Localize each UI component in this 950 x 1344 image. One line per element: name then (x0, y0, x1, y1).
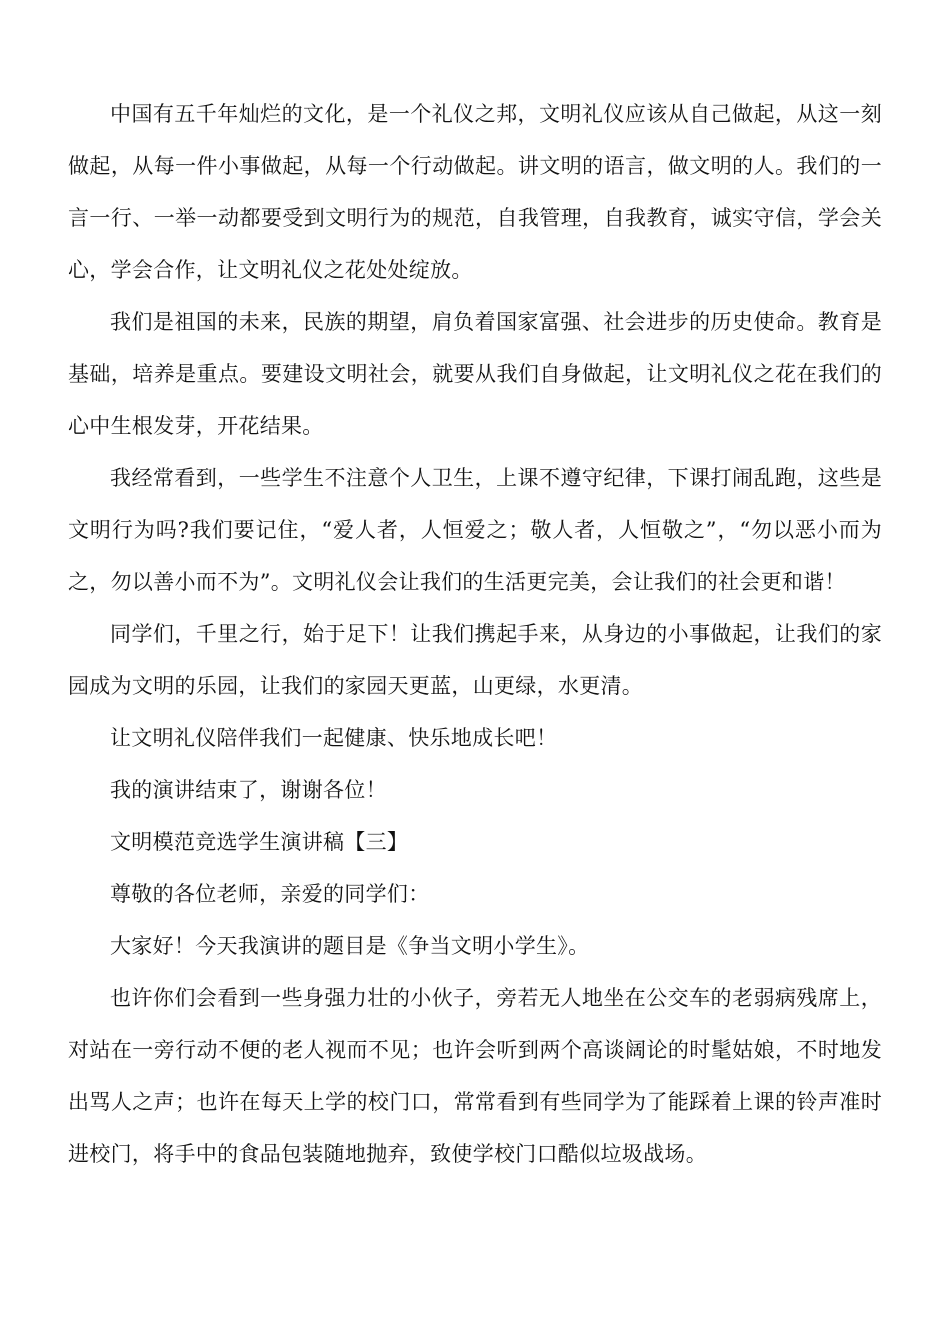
greeting: 大家好！今天我演讲的题目是《争当文明小学生》。 (110, 934, 590, 958)
paragraph-5: 让文明礼仪陪伴我们一起健康、快乐地成长吧！ (110, 726, 558, 750)
paragraph-1: 中国有五千年灿烂的文化，是一个礼仪之邦，文明礼仪应该从自己做起，从这一刻做起，从每一件小事做起，从每一个行动做起。讲文明的语言，做文明的人。我们的一言一行、一举一动都要受到文明行为的规范，自我管理，自我教育，诚实守信，学会关心，学会合作，让文明礼仪之花处处绽放。 (68, 102, 882, 282)
paragraph-6: 我的演讲结束了，谢谢各位！ (110, 778, 387, 802)
salutation: 尊敬的各位老师，亲爱的同学们： (110, 882, 430, 906)
section-heading: 文明模范竞选学生演讲稿【三】 (110, 830, 409, 854)
paragraph-4: 同学们，千里之行，始于足下！让我们携起手来，从身边的小事做起，让我们的家园成为文明的乐园，让我们的家园天更蓝，山更绿，水更清。 (68, 622, 882, 698)
paragraph-2: 我们是祖国的未来，民族的期望，肩负着国家富强、社会进步的历史使命。教育是基础，培养是重点。要建设文明社会，就要从我们自身做起，让文明礼仪之花在我们的心中生根发芽，开花结果。 (68, 310, 882, 438)
paragraph-3: 我经常看到，一些学生不注意个人卫生，上课不遵守纪律，下课打闹乱跑，这些是文明行为吗?我们要记住，“爱人者，人恒爱之；敬人者，人恒敬之”，“勿以恶小而为之，勿以善小而不为”。文明礼仪会让我们的生活更完美，会让我们的社会更和谐！ (68, 466, 882, 594)
paragraph-10: 也许你们会看到一些身强力壮的小伙子，旁若无人地坐在公交车的老弱病残席上，对站在一旁行动不便的老人视而不见；也许会听到两个高谈阔论的时髦姑娘，不时地发出骂人之声；也许在每天上学的校门口，常常看到有些同学为了能踩着上课的铃声准时进校门，将手中的食品包装随地抛弃，致使学校门口酷似垃圾战场。 (68, 986, 882, 1166)
